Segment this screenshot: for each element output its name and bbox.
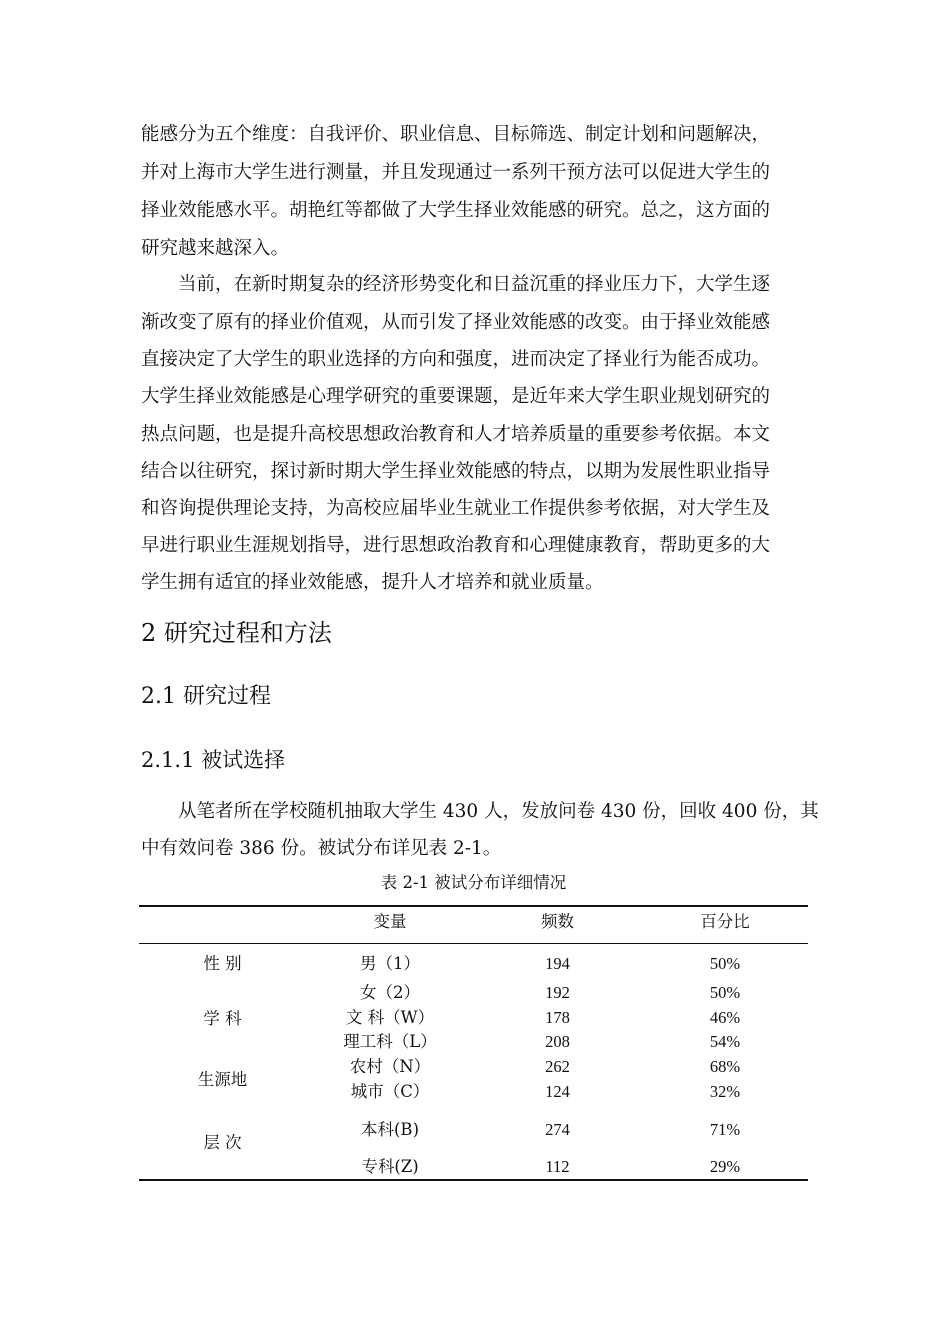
table-header-variable: 变量 xyxy=(373,912,407,931)
table-cell-percent: 50% xyxy=(709,983,741,1002)
table-cell-frequency: 178 xyxy=(545,1008,570,1027)
paragraph-line: 和咨询提供理论支持，为高校应届毕业生就业工作提供参考依据，对大学生及 xyxy=(141,498,771,519)
table-cell-percent: 71% xyxy=(709,1120,741,1139)
table-cell-frequency: 262 xyxy=(545,1057,570,1076)
paragraph-line: 从笔者所在学校随机抽取大学生 430 人，发放问卷 430 份，回收 400 份，其 xyxy=(178,801,819,822)
subsection-heading: 2.1 研究过程 xyxy=(141,684,271,709)
paragraph-line: 热点问题，也是提升高校思想政治教育和人才培养质量的重要参考依据。本文 xyxy=(141,424,771,445)
table-cell-variable: 专科(Z) xyxy=(361,1157,419,1176)
table-cell-percent: 68% xyxy=(709,1057,741,1076)
paragraph-line: 能感分为五个维度：自我评价、职业信息、目标筛选、制定计划和问题解决， xyxy=(141,124,771,145)
paragraph-line: 早进行职业生涯规划指导，进行思想政治教育和心理健康教育，帮助更多的大 xyxy=(141,535,771,556)
paragraph-line: 结合以往研究，探讨新时期大学生择业效能感的特点，以期为发展性职业指导 xyxy=(141,461,771,482)
table-cell-frequency: 208 xyxy=(545,1032,570,1051)
table-cell-variable: 城市（C） xyxy=(350,1082,430,1101)
table-cell-frequency: 124 xyxy=(545,1082,570,1101)
table-cell-variable: 农村（N） xyxy=(349,1057,431,1076)
table-bottom-rule xyxy=(139,1179,808,1181)
table-cell-frequency: 274 xyxy=(545,1120,570,1139)
table-cell-variable: 女（2） xyxy=(360,983,420,1002)
paragraph-line: 直接决定了大学生的职业选择的方向和强度，进而决定了择业行为能否成功。 xyxy=(141,349,771,370)
table-cell-percent: 29% xyxy=(709,1157,741,1176)
table-cell-percent: 46% xyxy=(709,1008,741,1027)
table-cell-variable: 理工科（L） xyxy=(343,1032,437,1051)
table-group-label: 层 次 xyxy=(203,1133,242,1152)
subsubsection-heading: 2.1.1 被试选择 xyxy=(141,748,286,772)
paragraph-line: 并对上海市大学生进行测量，并且发现通过一系列干预方法可以促进大学生的 xyxy=(141,162,771,183)
table-cell-frequency: 192 xyxy=(545,983,570,1002)
paragraph-line: 学生拥有适宜的择业效能感，提升人才培养和就业质量。 xyxy=(141,572,604,593)
section-heading: 2 研究过程和方法 xyxy=(141,619,332,647)
table-cell-frequency: 112 xyxy=(545,1157,570,1176)
table-group-label: 生源地 xyxy=(197,1070,248,1089)
table-cell-variable: 男（1） xyxy=(360,954,420,973)
paragraph-line: 中有效问卷 386 份。被试分布详见表 2-1。 xyxy=(141,838,502,859)
table-cell-percent: 50% xyxy=(709,954,741,973)
table-caption: 表 2-1 被试分布详细情况 xyxy=(380,873,567,892)
table-cell-percent: 32% xyxy=(709,1082,741,1101)
table-cell-frequency: 194 xyxy=(545,954,570,973)
table-header-frequency: 频数 xyxy=(541,912,574,931)
table-group-label: 学 科 xyxy=(203,1009,242,1028)
table-cell-percent: 54% xyxy=(709,1032,741,1051)
table-header-percent: 百分比 xyxy=(700,912,750,931)
paragraph-line: 渐改变了原有的择业价值观，从而引发了择业效能感的改变。由于择业效能感 xyxy=(141,312,771,333)
table-top-rule xyxy=(139,905,808,907)
table-header-rule xyxy=(139,943,808,944)
paragraph-line: 择业效能感水平。胡艳红等都做了大学生择业效能感的研究。总之，这方面的 xyxy=(141,200,771,221)
paragraph-line: 研究越来越深入。 xyxy=(141,238,290,259)
table-cell-variable: 本科(B) xyxy=(361,1120,419,1139)
paragraph-line: 当前，在新时期复杂的经济形势变化和日益沉重的择业压力下，大学生逐 xyxy=(178,274,771,295)
table-group-label: 性 别 xyxy=(203,954,242,973)
table-cell-variable: 文 科（W） xyxy=(345,1008,435,1027)
paragraph-line: 大学生择业效能感是心理学研究的重要课题，是近年来大学生职业规划研究的 xyxy=(141,386,771,407)
